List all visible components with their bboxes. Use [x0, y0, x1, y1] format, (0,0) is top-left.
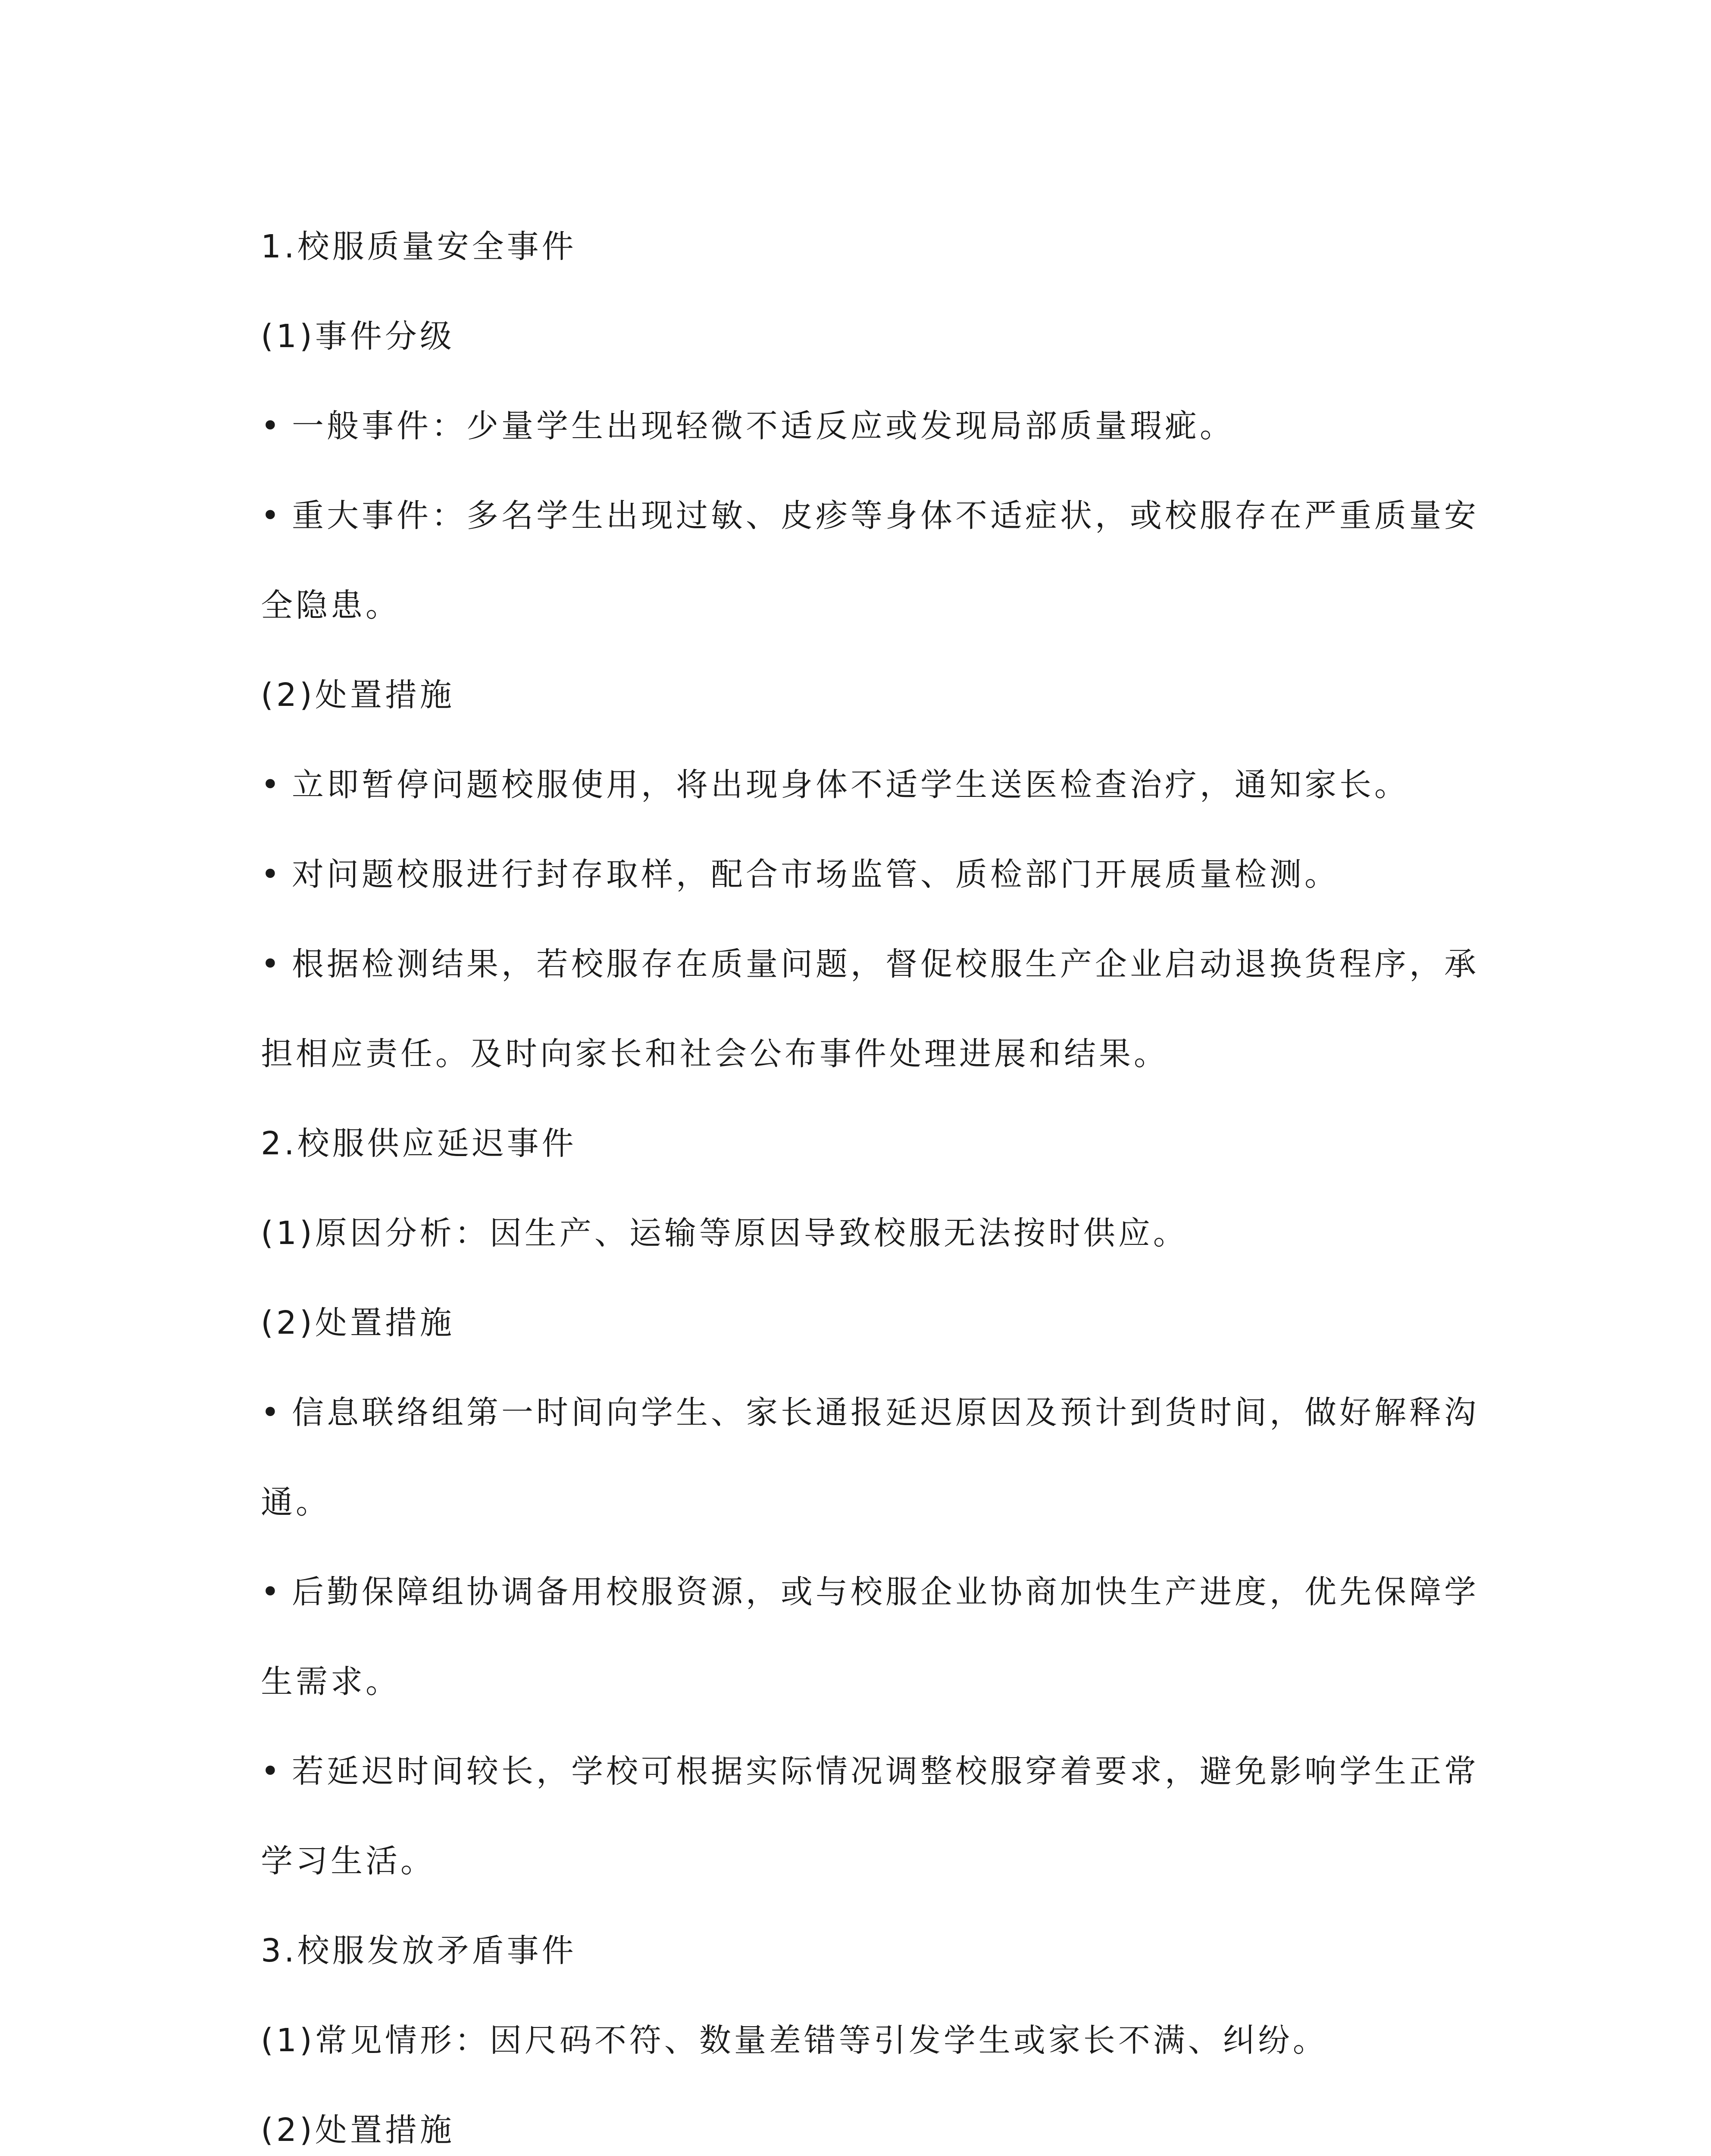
section-heading-3: 3.校服发放矛盾事件	[261, 1932, 577, 1969]
bullet-icon: •	[261, 856, 283, 893]
bullet-item	[261, 852, 1468, 897]
bullet-continuation: 生需求。	[261, 1663, 400, 1700]
bullet-icon: •	[261, 497, 283, 534]
bullet-text: 若延迟时间较长，学校可根据实际情况调整校服穿着要求，避免影响学生正常	[292, 1753, 1479, 1790]
bullet-item	[261, 1390, 1479, 1435]
bullet-text: 对问题校服进行封存取样，配合市场监管、质检部门开展质量检测。	[292, 856, 1339, 893]
subheading-event-grading: (1)事件分级	[261, 318, 455, 355]
bullet-text: 立即暂停问题校服使用，将出现身体不适学生送医检查治疗，通知家长。	[292, 766, 1409, 803]
bullet-text: 信息联络组第一时间向学生、家长通报延迟原因及预计到货时间，做好解释沟	[292, 1394, 1479, 1431]
bullet-continuation: 全隐患。	[261, 587, 400, 624]
subheading-common-situations: (1)常见情形：因尺码不符、数量差错等引发学生或家长不满、纠纷。	[261, 2022, 1328, 2059]
subheading-measures: (2)处置措施	[261, 677, 455, 714]
bullet-icon: •	[261, 766, 283, 803]
bullet-text: 一般事件：少量学生出现轻微不适反应或发现局部质量瑕疵。	[292, 407, 1235, 445]
bullet-text: 后勤保障组协调备用校服资源，或与校服企业协商加快生产进度，优先保障学	[292, 1573, 1479, 1611]
section-heading-2: 2.校服供应延迟事件	[261, 1125, 577, 1162]
bullet-icon: •	[261, 1573, 283, 1611]
bullet-item	[261, 942, 1479, 987]
bullet-item	[261, 404, 1468, 448]
section-heading-1: 1.校服质量安全事件	[261, 228, 577, 265]
bullet-item	[261, 762, 1468, 807]
bullet-icon: •	[261, 1753, 283, 1790]
bullet-text: 重大事件：多名学生出现过敏、皮疹等身体不适症状，或校服存在严重质量安	[292, 497, 1479, 534]
bullet-text: 根据检测结果，若校服存在质量问题，督促校服生产企业启动退换货程序，承	[292, 946, 1479, 983]
bullet-item	[261, 493, 1479, 538]
bullet-icon: •	[261, 407, 283, 445]
bullet-continuation: 担相应责任。及时向家长和社会公布事件处理进展和结果。	[261, 1035, 1169, 1072]
subheading-cause-analysis: (1)原因分析：因生产、运输等原因导致校服无法按时供应。	[261, 1215, 1188, 1252]
bullet-continuation: 通。	[261, 1484, 331, 1521]
subheading-measures: (2)处置措施	[261, 1304, 455, 1341]
bullet-continuation: 学习生活。	[261, 1843, 435, 1880]
bullet-icon: •	[261, 946, 283, 983]
bullet-item	[261, 1749, 1479, 1794]
subheading-measures: (2)处置措施	[261, 2112, 455, 2149]
bullet-icon: •	[261, 1394, 283, 1431]
document-body	[261, 224, 1479, 2153]
bullet-item	[261, 1570, 1479, 1614]
